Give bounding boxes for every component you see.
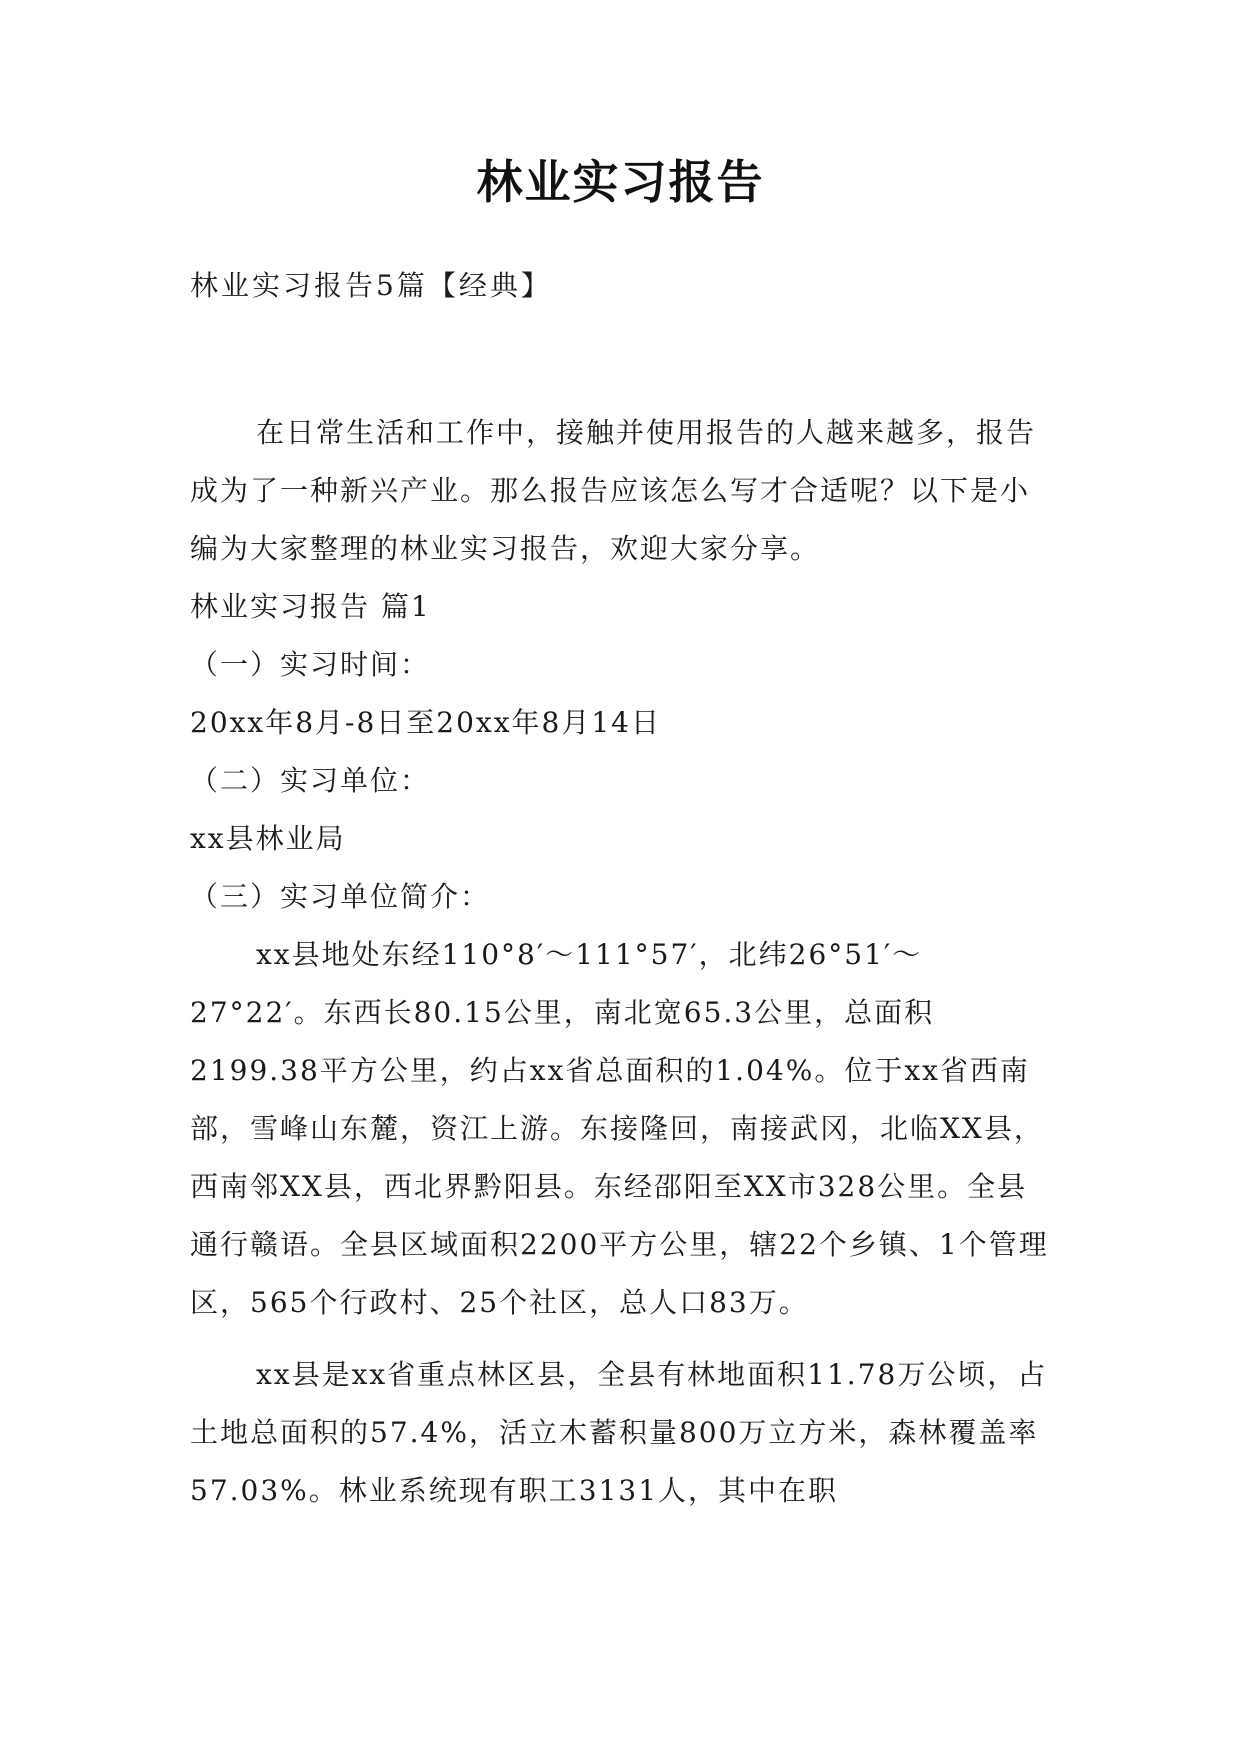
section-heading: 林业实习报告 篇1 (190, 590, 431, 623)
item-heading-time: （一）实习时间： (190, 648, 431, 681)
item-heading-intro: （三）实习单位简介： (190, 880, 491, 913)
item-heading-unit: （二）实习单位： (190, 764, 431, 797)
unit-intro-paragraph: xx县地处东经110°8′～111°57′，北纬26°51′～27°22′。东西长80.15公里，南北宽65.3公里，总面积2199.38平方公里，约占xx省总面积的1.04%。位于xx省西南部，雪峰山东麓，资江上游。东接隆回，南接武冈，北临XX县，西南邻XX县，西北界黔阳县。东经邵阳至XX市328公里。全县通行赣语。全县区域面积2200平方公里，辖22个乡镇、1个管理区，565个行政村、25个社区，总人口83万。 (190, 938, 1049, 1319)
document-title: 林业实习报告 (476, 155, 765, 209)
item-value-time: 20xx年8月-8日至20xx年8月14日 (190, 706, 661, 739)
document-body (190, 404, 1052, 1520)
intro-paragraph: 在日常生活和工作中，接触并使用报告的人越来越多，报告成为了一种新兴产业。那么报告应该怎么写才合适呢？以下是小编为大家整理的林业实习报告，欢迎大家分享。 (190, 416, 1037, 565)
item-value-unit: xx县林业局 (190, 822, 346, 855)
forestry-paragraph: xx县是xx省重点林区县，全县有林地面积11.78万公顷，占土地总面积的57.4%，活立木蓄积量800万立方米，森林覆盖率57.03%。林业系统现有职工3131人，其中在职 (190, 1358, 1048, 1507)
document-subtitle: 林业实习报告5篇【经典】 (190, 269, 552, 302)
